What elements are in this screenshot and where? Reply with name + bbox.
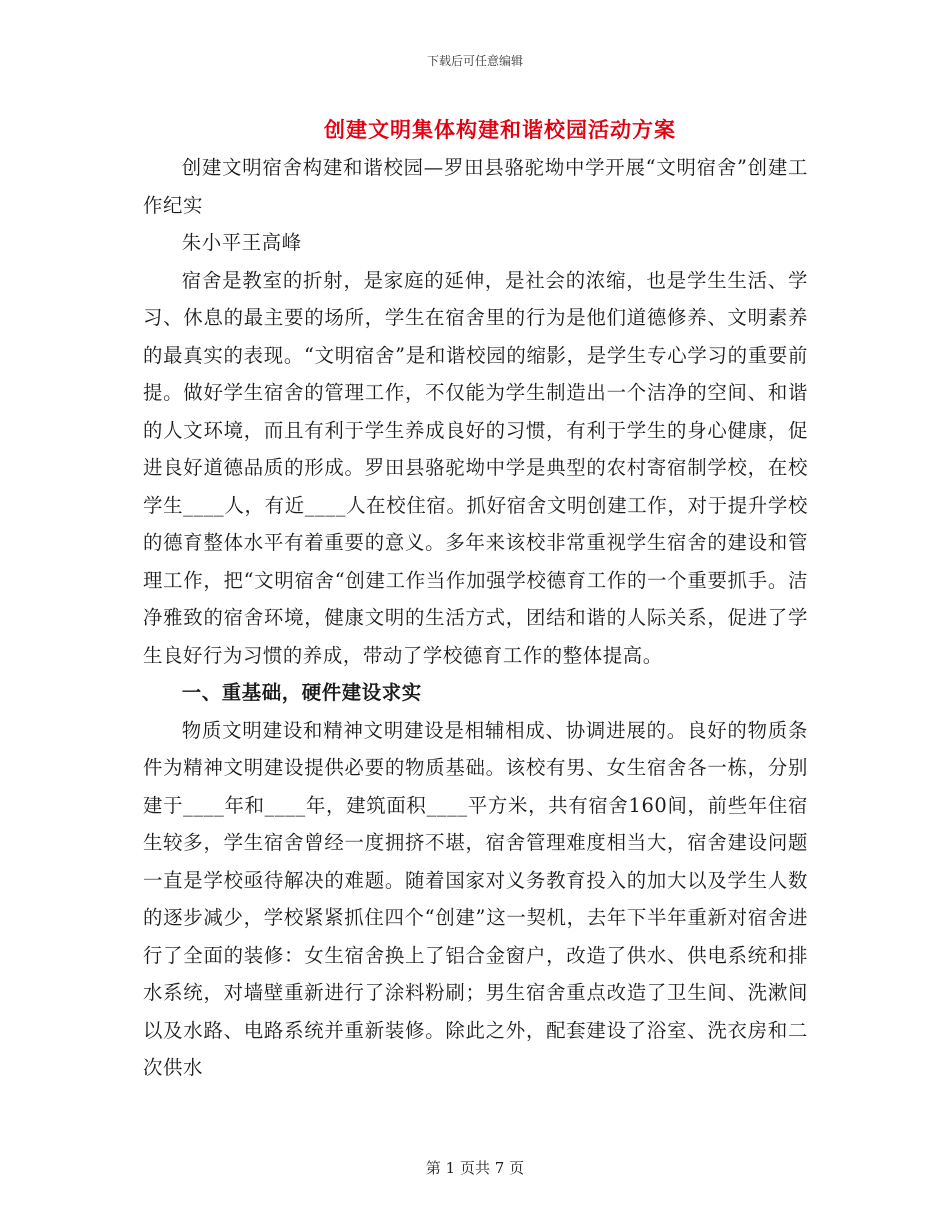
section-paragraph: 物质文明建设和精神文明建设是相辅相成、协调进展的。良好的物质条件为精神文明建设提供必要的物质基础。该校有男、女生宿舍各一栋，分别建于____年和____年，建筑面积____平方米，共有宿舍160间，前些年住宿生较多，学生宿舍曾经一度拥挤不堪，宿舍管理难度相当大，宿舍建设问题一直是学校亟待解决的难题。随着国家对义务教育投入的加大以及学生人数的逐步减少，学校紧紧抓住四个“创建”这一契机，去年下半年重新对宿舍进行了全面的装修：女生宿舍换上了铝合金窗户，改造了供水、供电系统和排水系统，对墙壁重新进行了涂料粉刷；男生宿舍重点改造了卫生间、洗漱间以及水路、电路系统并重新装修。除此之外，配套建设了浴室、洗衣房和二次供水	[143, 718, 808, 1079]
page-number: 第 1 页共 7 页	[425, 1159, 525, 1177]
intro-paragraph: 宿舍是教室的折射，是家庭的延伸，是社会的浓缩，也是学生生活、学习、休息的最主要的场所，学生在宿舍里的行为是他们道德修养、文明素养的最真实的表现。“文明宿舍”是和谐校园的缩影，是学生专心学习的重要前提。做好学生宿舍的管理工作，不仅能为学生制造出一个洁净的空间、和谐的人文环境，而且有利于学生养成良好的习惯，有利于学生的身心健康，促进良好道德品质的形成。罗田县骆驼坳中学是典型的农村寄宿制学校，在校学生____人，有近____人在校住宿。抓好宿舍文明创建工作，对于提升学校的德育整体水平有着重要的意义。多年来该校非常重视学生宿舍的建设和管理工作，把“文明宿舍“创建工作当作加强学校德育工作的一个重要抓手。洁净雅致的宿舍环境，健康文明的生活方式，团结和谐的人际关系，促进了学生良好行为习惯的养成，带动了学校德育工作的整体提高。	[143, 268, 808, 667]
section-heading: 一、重基础，硬件建设求实	[181, 681, 422, 704]
author-line: 朱小平王高峰	[181, 231, 302, 254]
subtitle-paragraph: 创建文明宿舍构建和谐校园—罗田县骆驼坳中学开展“文明宿舍”创建工作纪实	[143, 156, 808, 217]
document-title: 创建文明集体构建和谐校园活动方案	[324, 117, 676, 142]
document-body	[143, 149, 808, 1087]
page-header-note: 下载后可任意编辑	[426, 54, 523, 68]
